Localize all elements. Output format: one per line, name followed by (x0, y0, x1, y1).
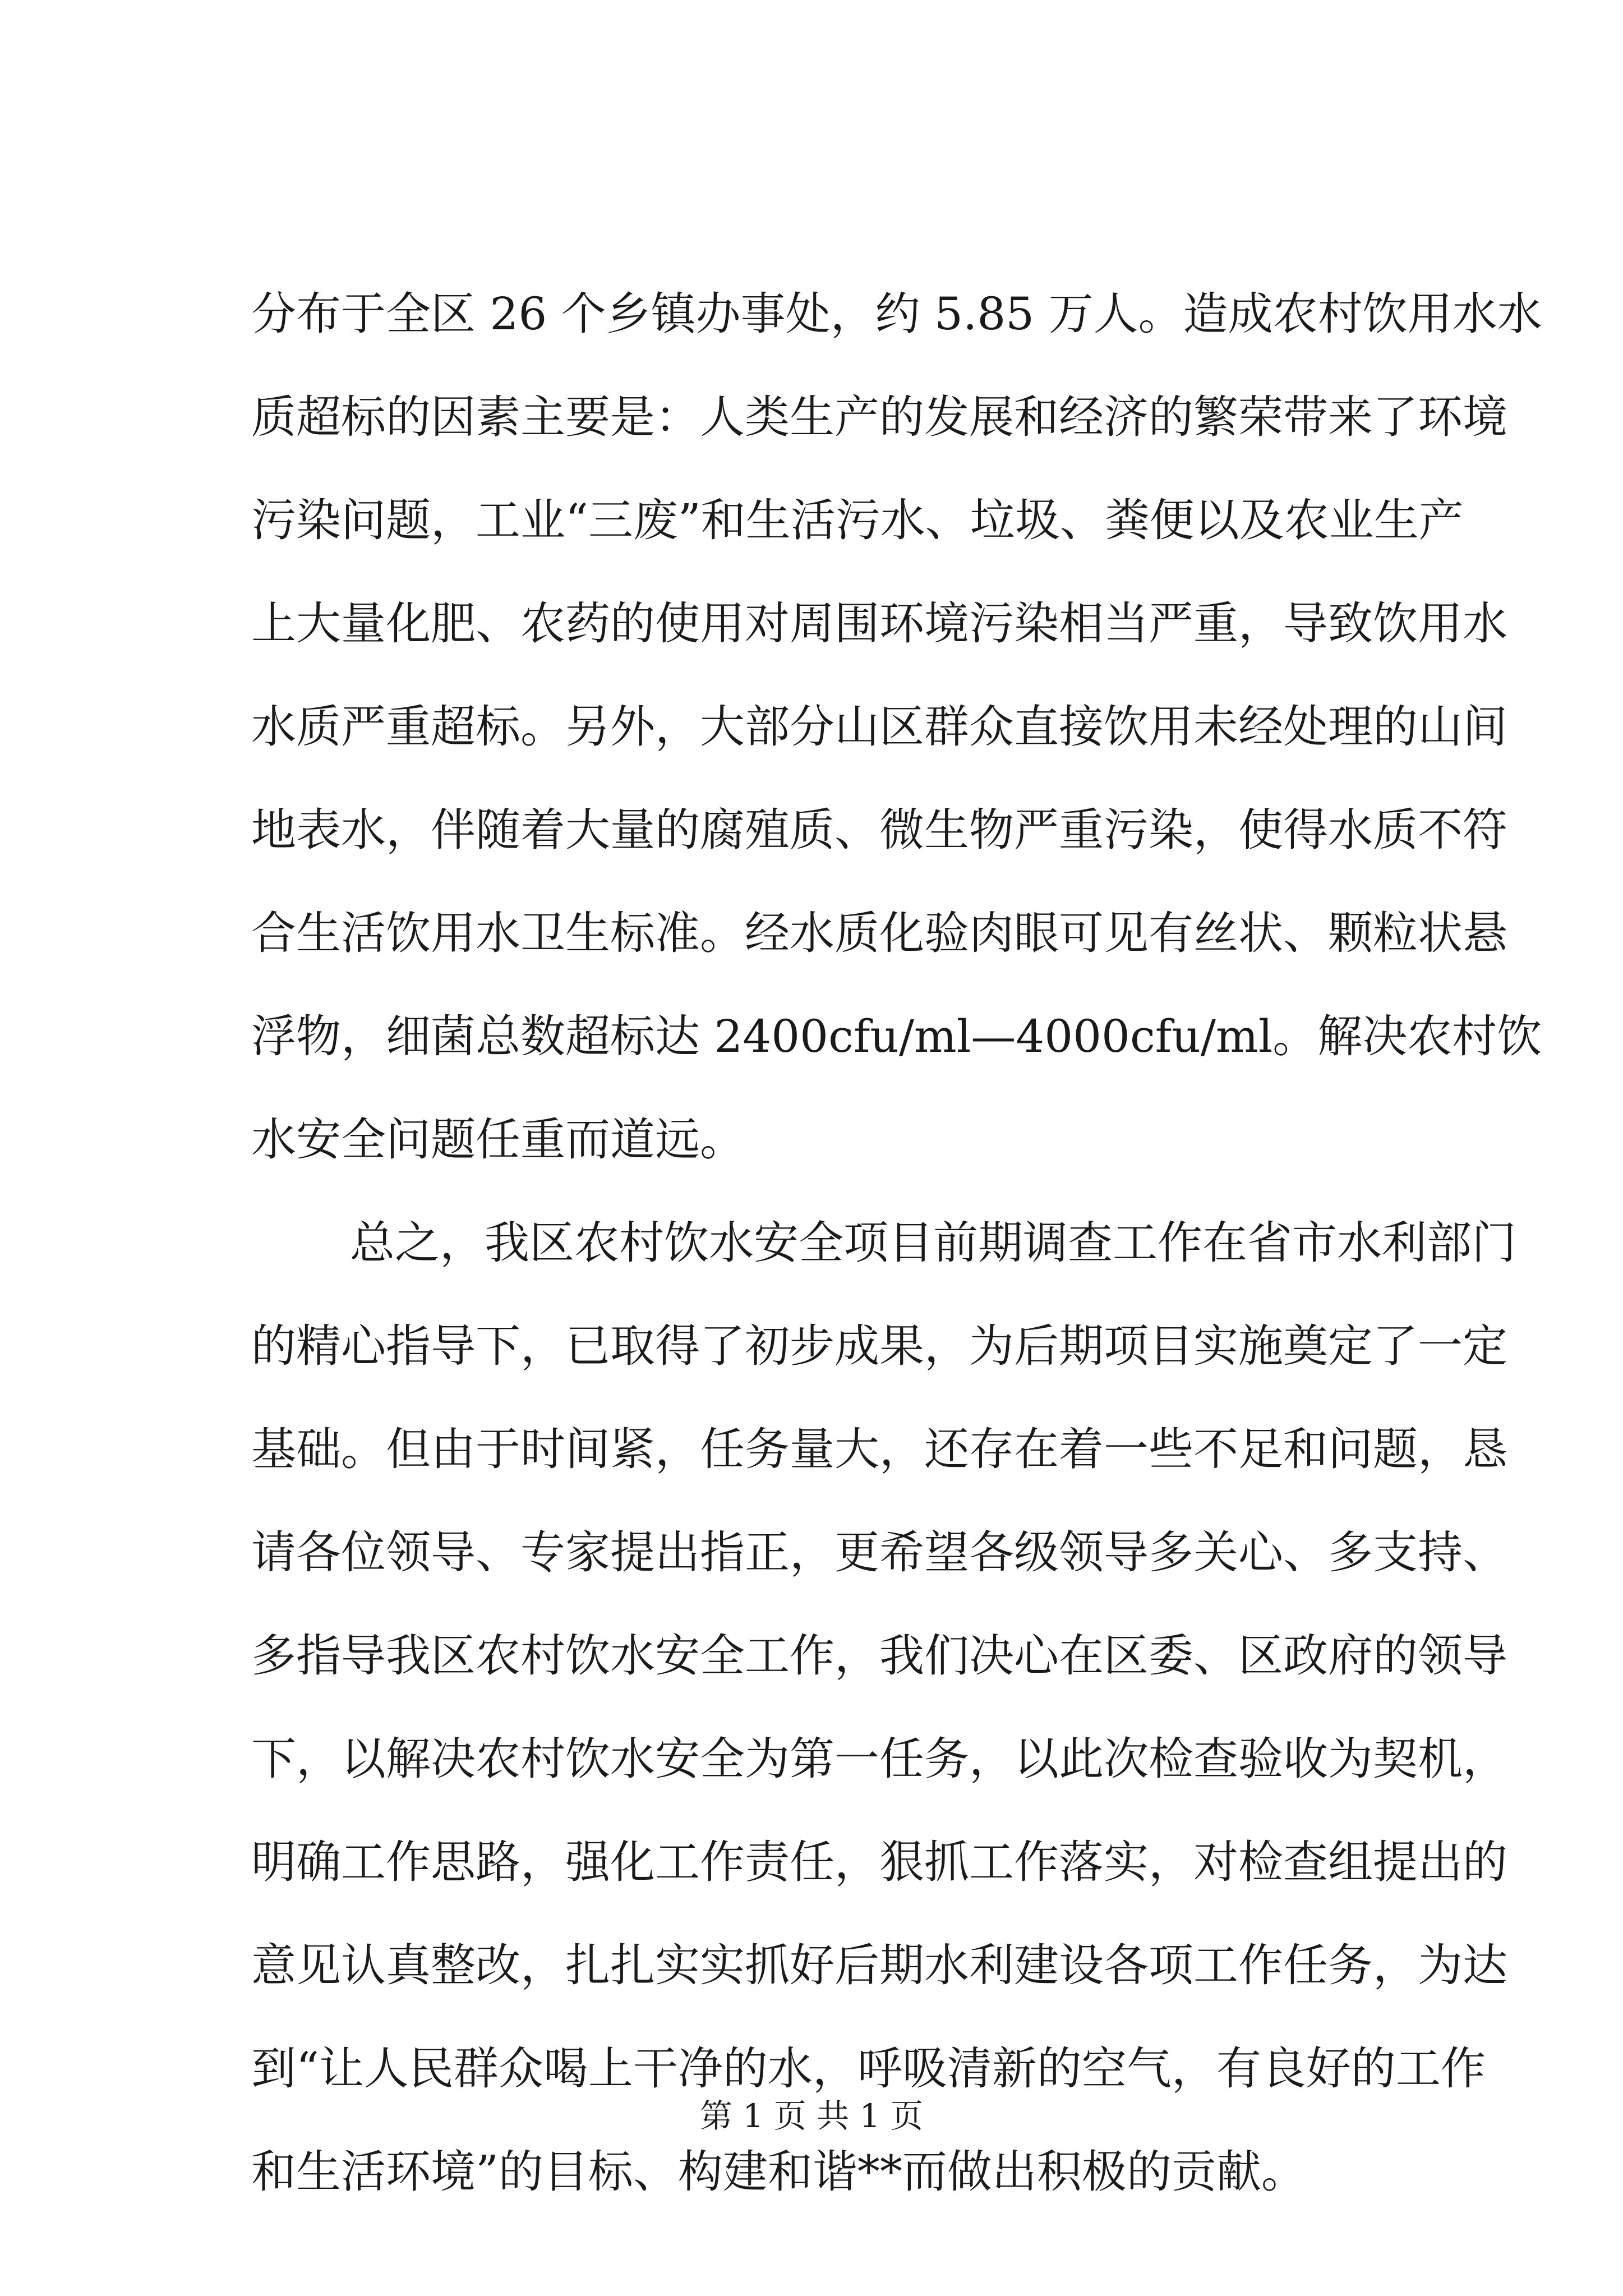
paragraph-line: 请各位领导、专家提出指正，更希望各级领导多关心、多支持、 (251, 1526, 1507, 1579)
paragraph-line: 浮物，细菌总数超标达 2400cfu/ml—4000cfu/ml。解决农村饮 (251, 1010, 1542, 1062)
paragraph-line: 总之，我区农村饮水安全项目前期调查工作在省市水利部门 (350, 1217, 1516, 1269)
paragraph-2 (251, 1191, 1516, 2224)
paragraph-line: 地表水，伴随着大量的腐殖质、微生物严重污染，使得水质不符 (251, 804, 1507, 856)
paragraph-line: 基础。但由于时间紧，任务量大，还存在着一些不足和问题，恳 (251, 1423, 1507, 1475)
paragraph-1 (251, 263, 1542, 1191)
page-footer: 第 1 页 共 1 页 (700, 2097, 923, 2135)
paragraph-line: 意见认真整改，扎扎实实抓好后期水利建设各项工作任务，为达 (251, 1939, 1507, 1991)
paragraph-line: 上大量化肥、农药的使用对周围环境污染相当严重，导致饮用水 (251, 597, 1507, 650)
paragraph-line: 明确工作思路，强化工作责任，狠抓工作落实，对检查组提出的 (251, 1836, 1507, 1888)
paragraph-line: 污染问题，工业“三废”和生活污水、垃圾、粪便以及农业生产 (251, 494, 1464, 546)
paragraph-line: 下，以解决农村饮水安全为第一任务，以此次检查验收为契机， (251, 1733, 1507, 1785)
paragraph-line: 合生活饮用水卫生标准。经水质化验肉眼可见有丝状、颗粒状悬 (251, 907, 1507, 959)
paragraph-line: 多指导我区农村饮水安全工作，我们决心在区委、区政府的领导 (251, 1630, 1507, 1682)
paragraph-line: 的精心指导下，已取得了初步成果，为后期项目实施奠定了一定 (251, 1320, 1507, 1372)
paragraph-line: 水安全问题任重而道远。 (251, 1114, 745, 1166)
paragraph-line: 质超标的因素主要是：人类生产的发展和经济的繁荣带来了环境 (251, 391, 1507, 443)
paragraph-line: 水质严重超标。另外，大部分山区群众直接饮用未经处理的山间 (251, 701, 1507, 753)
document-body (251, 263, 1542, 2224)
paragraph-line: 到“让人民群众喝上干净的水，呼吸清新的空气，有良好的工作 (251, 2042, 1486, 2095)
paragraph-line: 和生活环境”的目标、构建和谐**而做出积极的贡献。 (251, 2146, 1306, 2198)
paragraph-line: 分布于全区 26 个乡镇办事处，约 5.85 万人。造成农村饮用水水 (251, 288, 1542, 340)
